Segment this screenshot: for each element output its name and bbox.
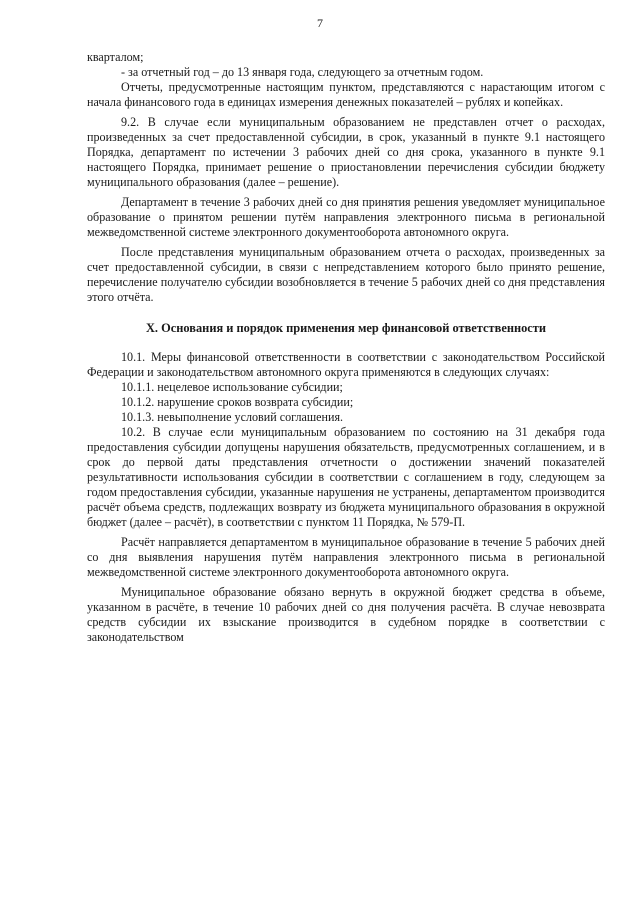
paragraph: 9.2. В случае если муниципальным образованием не представлен отчет о расходах, произведенных за счет предоставленной субсидии, в срок, указанный в пункте 9.1 настоящего Порядка, департамент по истечении 3 рабочих дней со дня срока, указанного в пункте 9.1 настоящего Порядка, принимает решение о приостановлении перечисления субсидии бюджету муниципального образования (далее – решение). <box>87 115 605 189</box>
document-body <box>87 50 605 645</box>
paragraph: Муниципальное образование обязано вернуть в окружной бюджет средства в объеме, указанном в расчёте, в течение 10 рабочих дней со дня получения расчёта. В случае невозврата средств субсидии их взыскание производится в судебном порядке в соответствии с законодательством <box>87 585 605 644</box>
paragraph: 10.2. В случае если муниципальным образованием по состоянию на 31 декабря года предоставления субсидии допущены нарушения обязательств, предусмотренных соглашением, и в срок до первой даты представления отчетности о достижении значений показателей результативности использования субсидии в соответствии с соглашением в году, следующем за годом предоставления субсидии, указанные нарушения не устранены, департаментом производится расчёт объема средств, подлежащих возврату из бюджета муниципального образования в окружной бюджет (далее – расчёт), в соответствии с пунктом 11 Порядка, № 579-П. <box>87 425 605 529</box>
list-item: 10.1.2. нарушение сроков возврата субсидии; <box>121 395 354 409</box>
page-number: 7 <box>317 16 323 30</box>
paragraph: Департамент в течение 3 рабочих дней со дня принятия решения уведомляет муниципальное образование о принятом решении путём направления электронного письма в региональной межведомственной системе электронного документооборота автономного округа. <box>87 195 605 239</box>
section-heading: X. Основания и порядок применения мер финансовой ответственности <box>145 321 547 335</box>
paragraph: кварталом; <box>87 50 144 64</box>
list-item: 10.1.1. нецелевое использование субсидии; <box>121 380 343 394</box>
paragraph: После представления муниципальным образованием отчета о расходах, произведенных за счет предоставленной субсидии, в связи с непредставлением которого было принято решение, перечисление получателю субсидии возобновляется в течение 5 рабочих дней со дня представления этого отчёта. <box>87 245 605 304</box>
paragraph: - за отчетный год – до 13 января года, следующего за отчетным годом. <box>121 65 484 79</box>
paragraph: 10.1. Меры финансовой ответственности в соответствии с законодательством Российской Федерации и законодательством автономного округа применяются в следующих случаях: <box>87 350 605 379</box>
list-item: 10.1.3. невыполнение условий соглашения. <box>121 410 344 424</box>
paragraph: Расчёт направляется департаментом в муниципальное образование в течение 5 рабочих дней со дня выявления нарушения путём направления электронного письма в региональной межведомственной системе электронного документооборота автономного округа. <box>87 535 605 579</box>
paragraph: Отчеты, предусмотренные настоящим пунктом, представляются с нарастающим итогом с начала финансового года в единицах измерения денежных показателей – рублях и копейках. <box>87 80 605 109</box>
